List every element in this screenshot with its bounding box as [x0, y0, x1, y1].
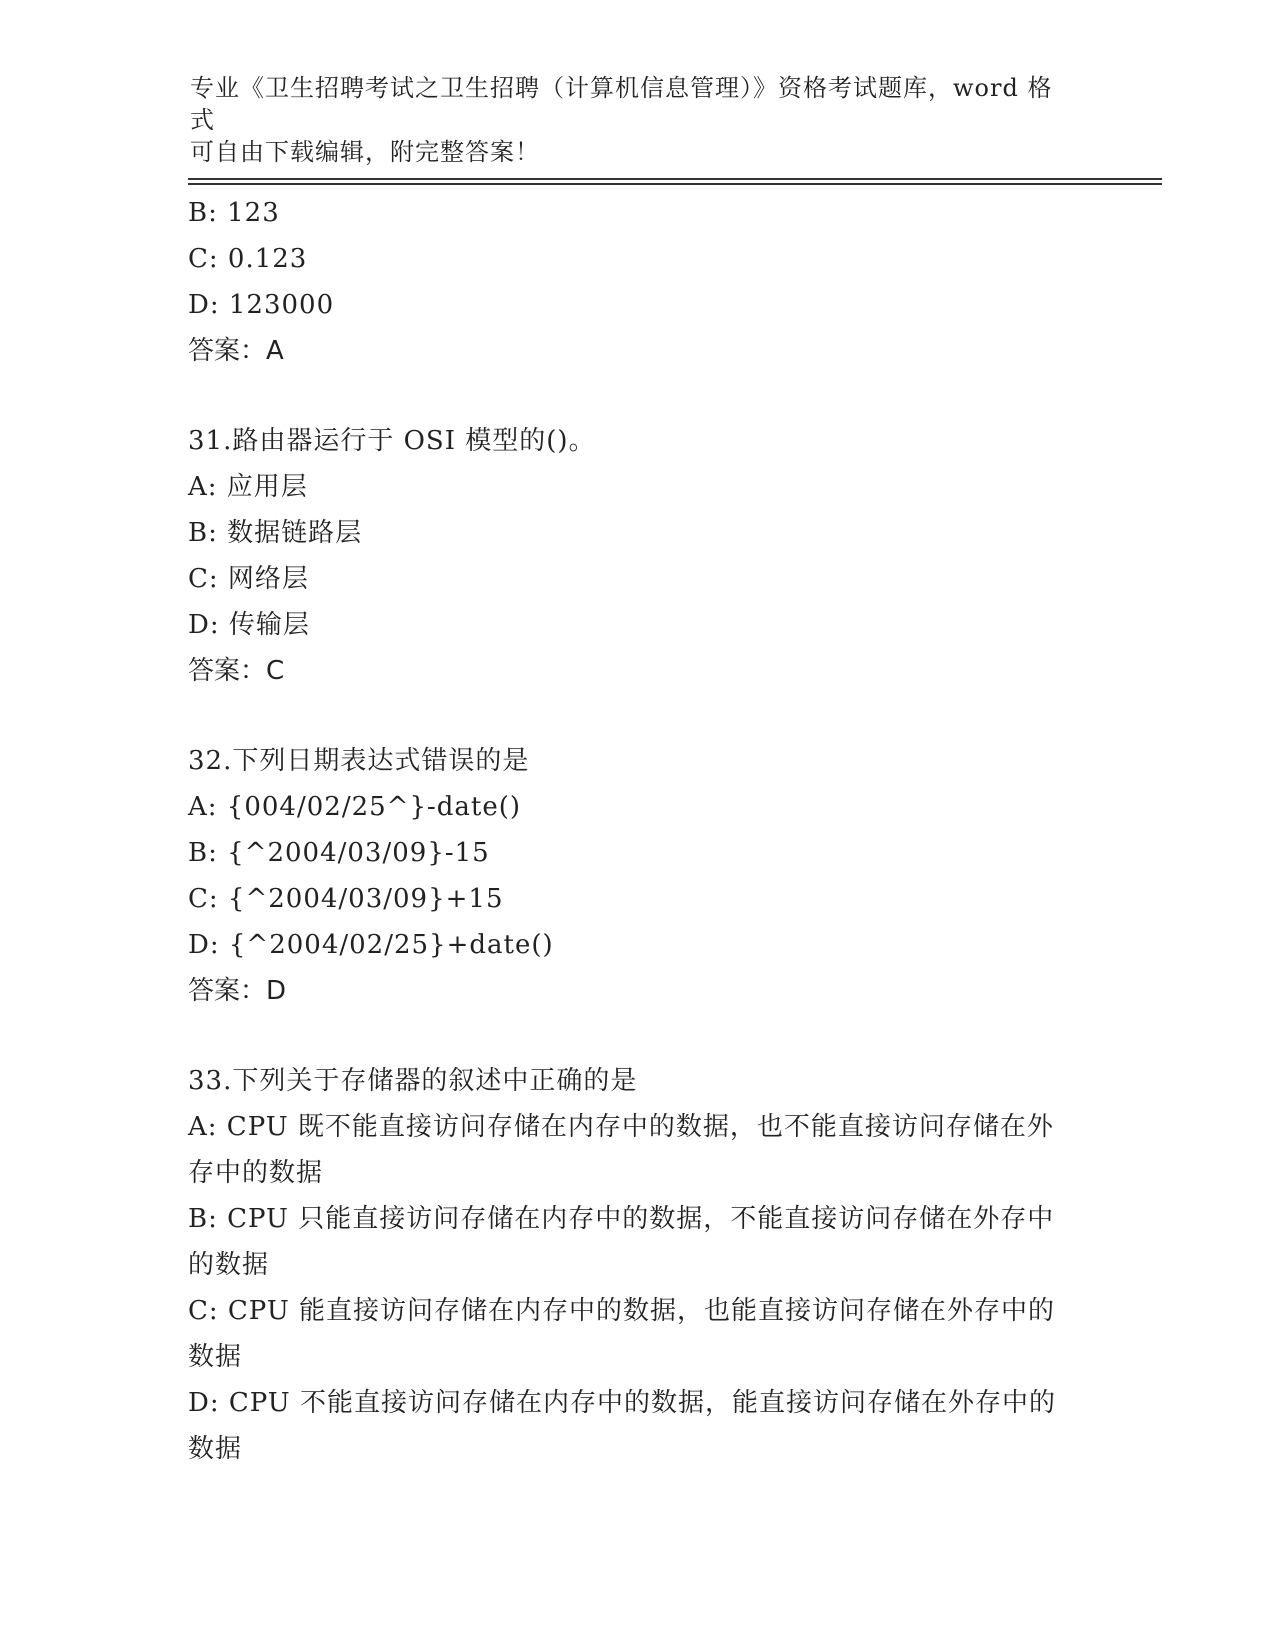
question-title: 33.下列关于存储器的叙述中正确的是	[188, 1066, 638, 1096]
answer-line: 答案：A	[188, 336, 284, 366]
question-list	[188, 190, 1078, 1472]
option-b: B: CPU 只能直接访问存储在内存中的数据，不能直接访问存储在外存中的数据	[188, 1204, 1055, 1280]
option-d: D: {^2004/02/25}+date()	[188, 930, 554, 960]
question-30-continued	[188, 190, 1078, 374]
option-d: D: 123000	[188, 290, 335, 320]
header-divider-top	[188, 178, 1162, 180]
answer-line: 答案：C	[188, 656, 285, 686]
option-d: D: 传输层	[188, 610, 310, 640]
header-line-1: 专业《卫生招聘考试之卫生招聘（计算机信息管理）》资格考试题库，word 格式	[190, 74, 1053, 134]
option-a: A: {004/02/25^}-date()	[188, 792, 522, 822]
option-a: A: 应用层	[188, 472, 308, 502]
question-32	[188, 738, 1078, 1014]
option-d: D: CPU 不能直接访问存储在内存中的数据，能直接访问存储在外存中的数据	[188, 1388, 1056, 1464]
header-divider-bottom	[188, 183, 1162, 185]
option-c: C: 网络层	[188, 564, 309, 594]
document-header	[190, 72, 1070, 168]
question-title: 31.路由器运行于 OSI 模型的()。	[188, 426, 596, 456]
answer-line: 答案：D	[188, 976, 287, 1006]
option-a: A: CPU 既不能直接访问存储在内存中的数据，也不能直接访问存储在外存中的数据	[188, 1112, 1054, 1188]
option-c: C: CPU 能直接访问存储在内存中的数据，也能直接访问存储在外存中的数据	[188, 1296, 1056, 1372]
option-b: B: {^2004/03/09}-15	[188, 838, 490, 868]
option-b: B: 123	[188, 198, 280, 228]
option-c: C: {^2004/03/09}+15	[188, 884, 504, 914]
question-title: 32.下列日期表达式错误的是	[188, 746, 530, 776]
question-31	[188, 418, 1078, 694]
header-line-2: 可自由下载编辑，附完整答案！	[190, 138, 540, 166]
question-33	[188, 1058, 1078, 1472]
option-c: C: 0.123	[188, 244, 308, 274]
option-b: B: 数据链路层	[188, 518, 363, 548]
